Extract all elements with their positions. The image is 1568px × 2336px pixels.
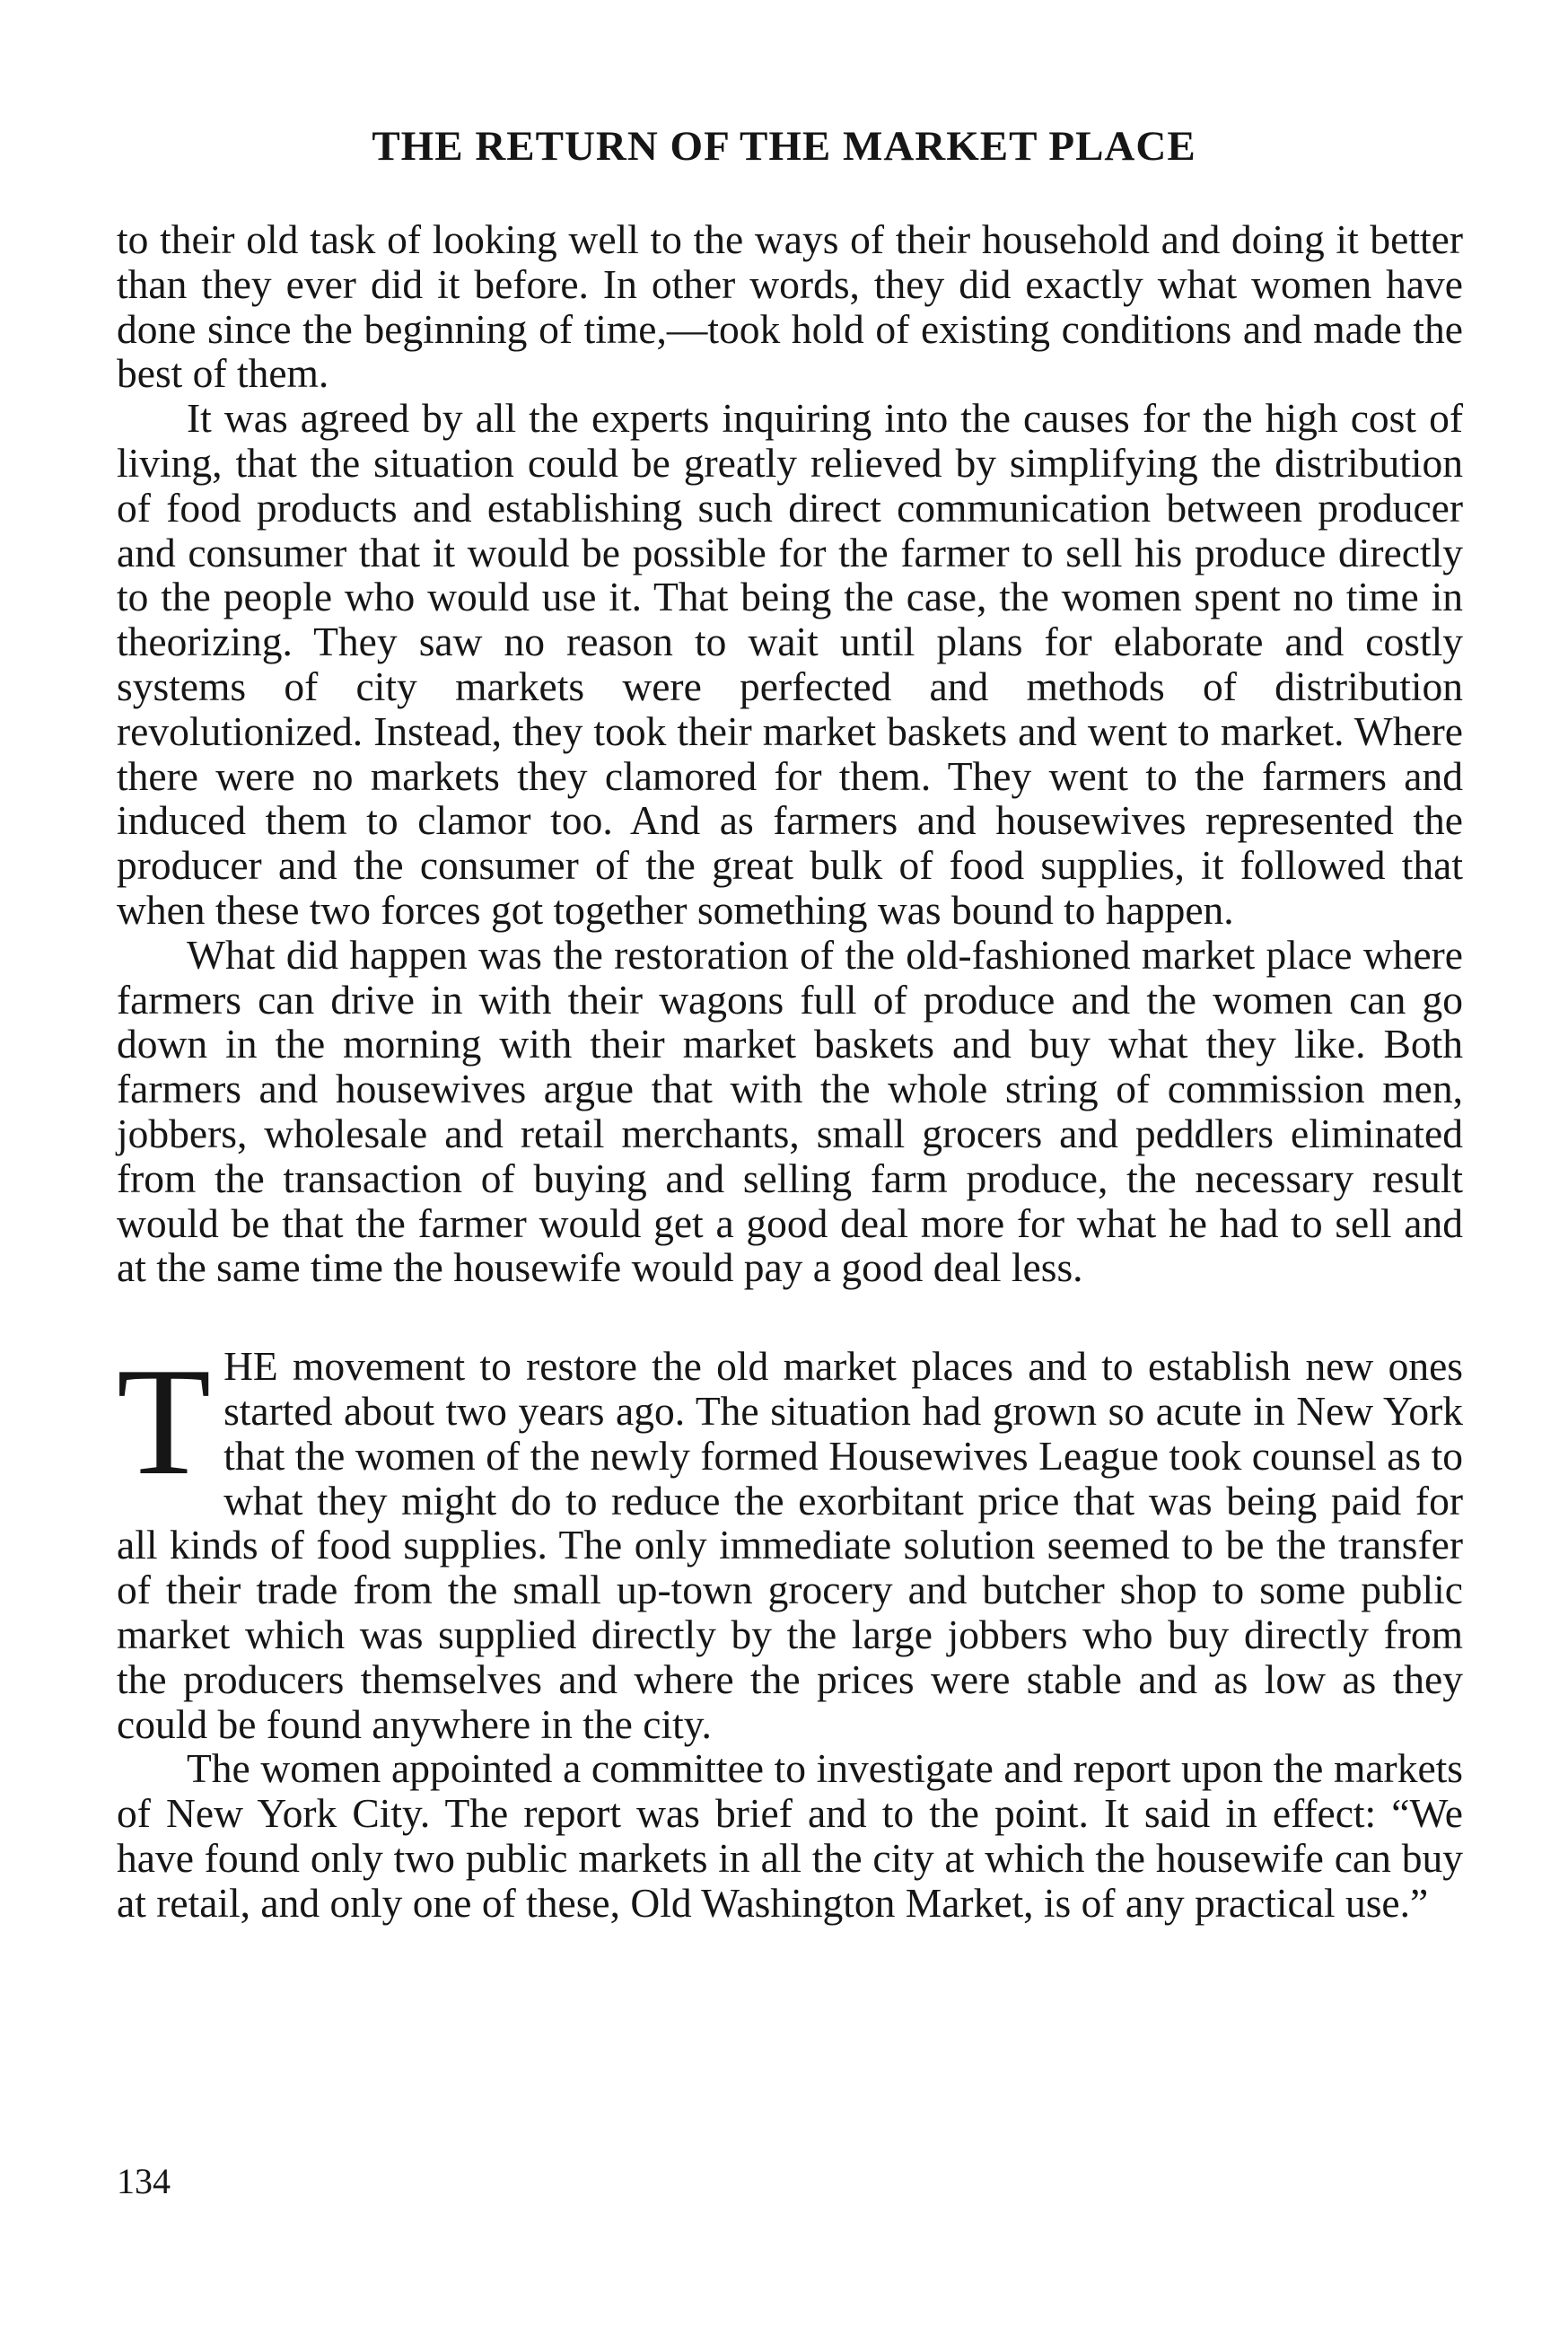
body-text xyxy=(117,217,1463,1925)
drop-cap: T xyxy=(117,1337,212,1508)
section-opening-paragraph xyxy=(117,1337,1463,1747)
paragraph-what-did-happen: What did happen was the restoration of the old-fashioned market place where farmers can drive in with their wagons full of produce and the women can go down in the morning with their market baskets and buy what they like. Both farmers and housewives argue that with the whole string of commission men, jobbers, wholesale and retail merchants, small grocers and peddlers eliminated from the transaction of buying and selling farm produce, the necessary result would be that the farmer would get a good deal more for what he had to sell and at the same time the housewife would pay a good deal less. xyxy=(117,931,1463,1291)
section-opening-text: HE movement to restore the old market places and to establish new ones started about two years ago. The situation had grown so acute in New York that the women of the newly formed Housewives League took counsel as to what they might do to reduce the exorbitant price that was being paid for all kinds of food supplies. The only immediate solution seemed to be the transfer of their trade from the small up-town grocery and butcher shop to some public market which was supplied directly by the large jobbers who buy directly from the producers themselves and where the prices were stable and as low as they could be found anywhere in the city. xyxy=(117,1343,1463,1747)
paragraph-experts: It was agreed by all the experts inquiring into the causes for the high cost of living, that the situation could be greatly relieved by simplifying the distribution of food products and establishing such direct communication between producer and consumer that it would be possible for the farmer to sell his produce directly to the people who would use it. That being the case, the women spent no time in theorizing. They saw no reason to wait until plans for elaborate and costly systems of city markets were perfected and methods of distribution revolutionized. Instead, they took their market baskets and went to market. Where there were no markets they clamored for them. They went to the farmers and induced them to clamor too. And as farmers and housewives represented the producer and the consumer of the great bulk of food supplies, it followed that when these two forces got together something was bound to happen. xyxy=(117,395,1463,933)
page-number: 134 xyxy=(117,2161,171,2201)
running-head: THE RETURN OF THE MARKET PLACE xyxy=(372,123,1196,170)
paragraph-committee: The women appointed a committee to investigate and report upon the markets of New York City. The report was brief and to the point. It said in effect: “We have found only two public markets in all the city at which the housewife can buy at retail, and only one of these, Old Washington Market, is of any practical use.” xyxy=(117,1745,1463,1926)
paragraph-continued: to their old task of looking well to the ways of their household and doing it better than they ever did it before. In other words, they did exactly what women have done since the beginning of time,—took hold of existing conditions and made the best of them. xyxy=(117,216,1463,397)
